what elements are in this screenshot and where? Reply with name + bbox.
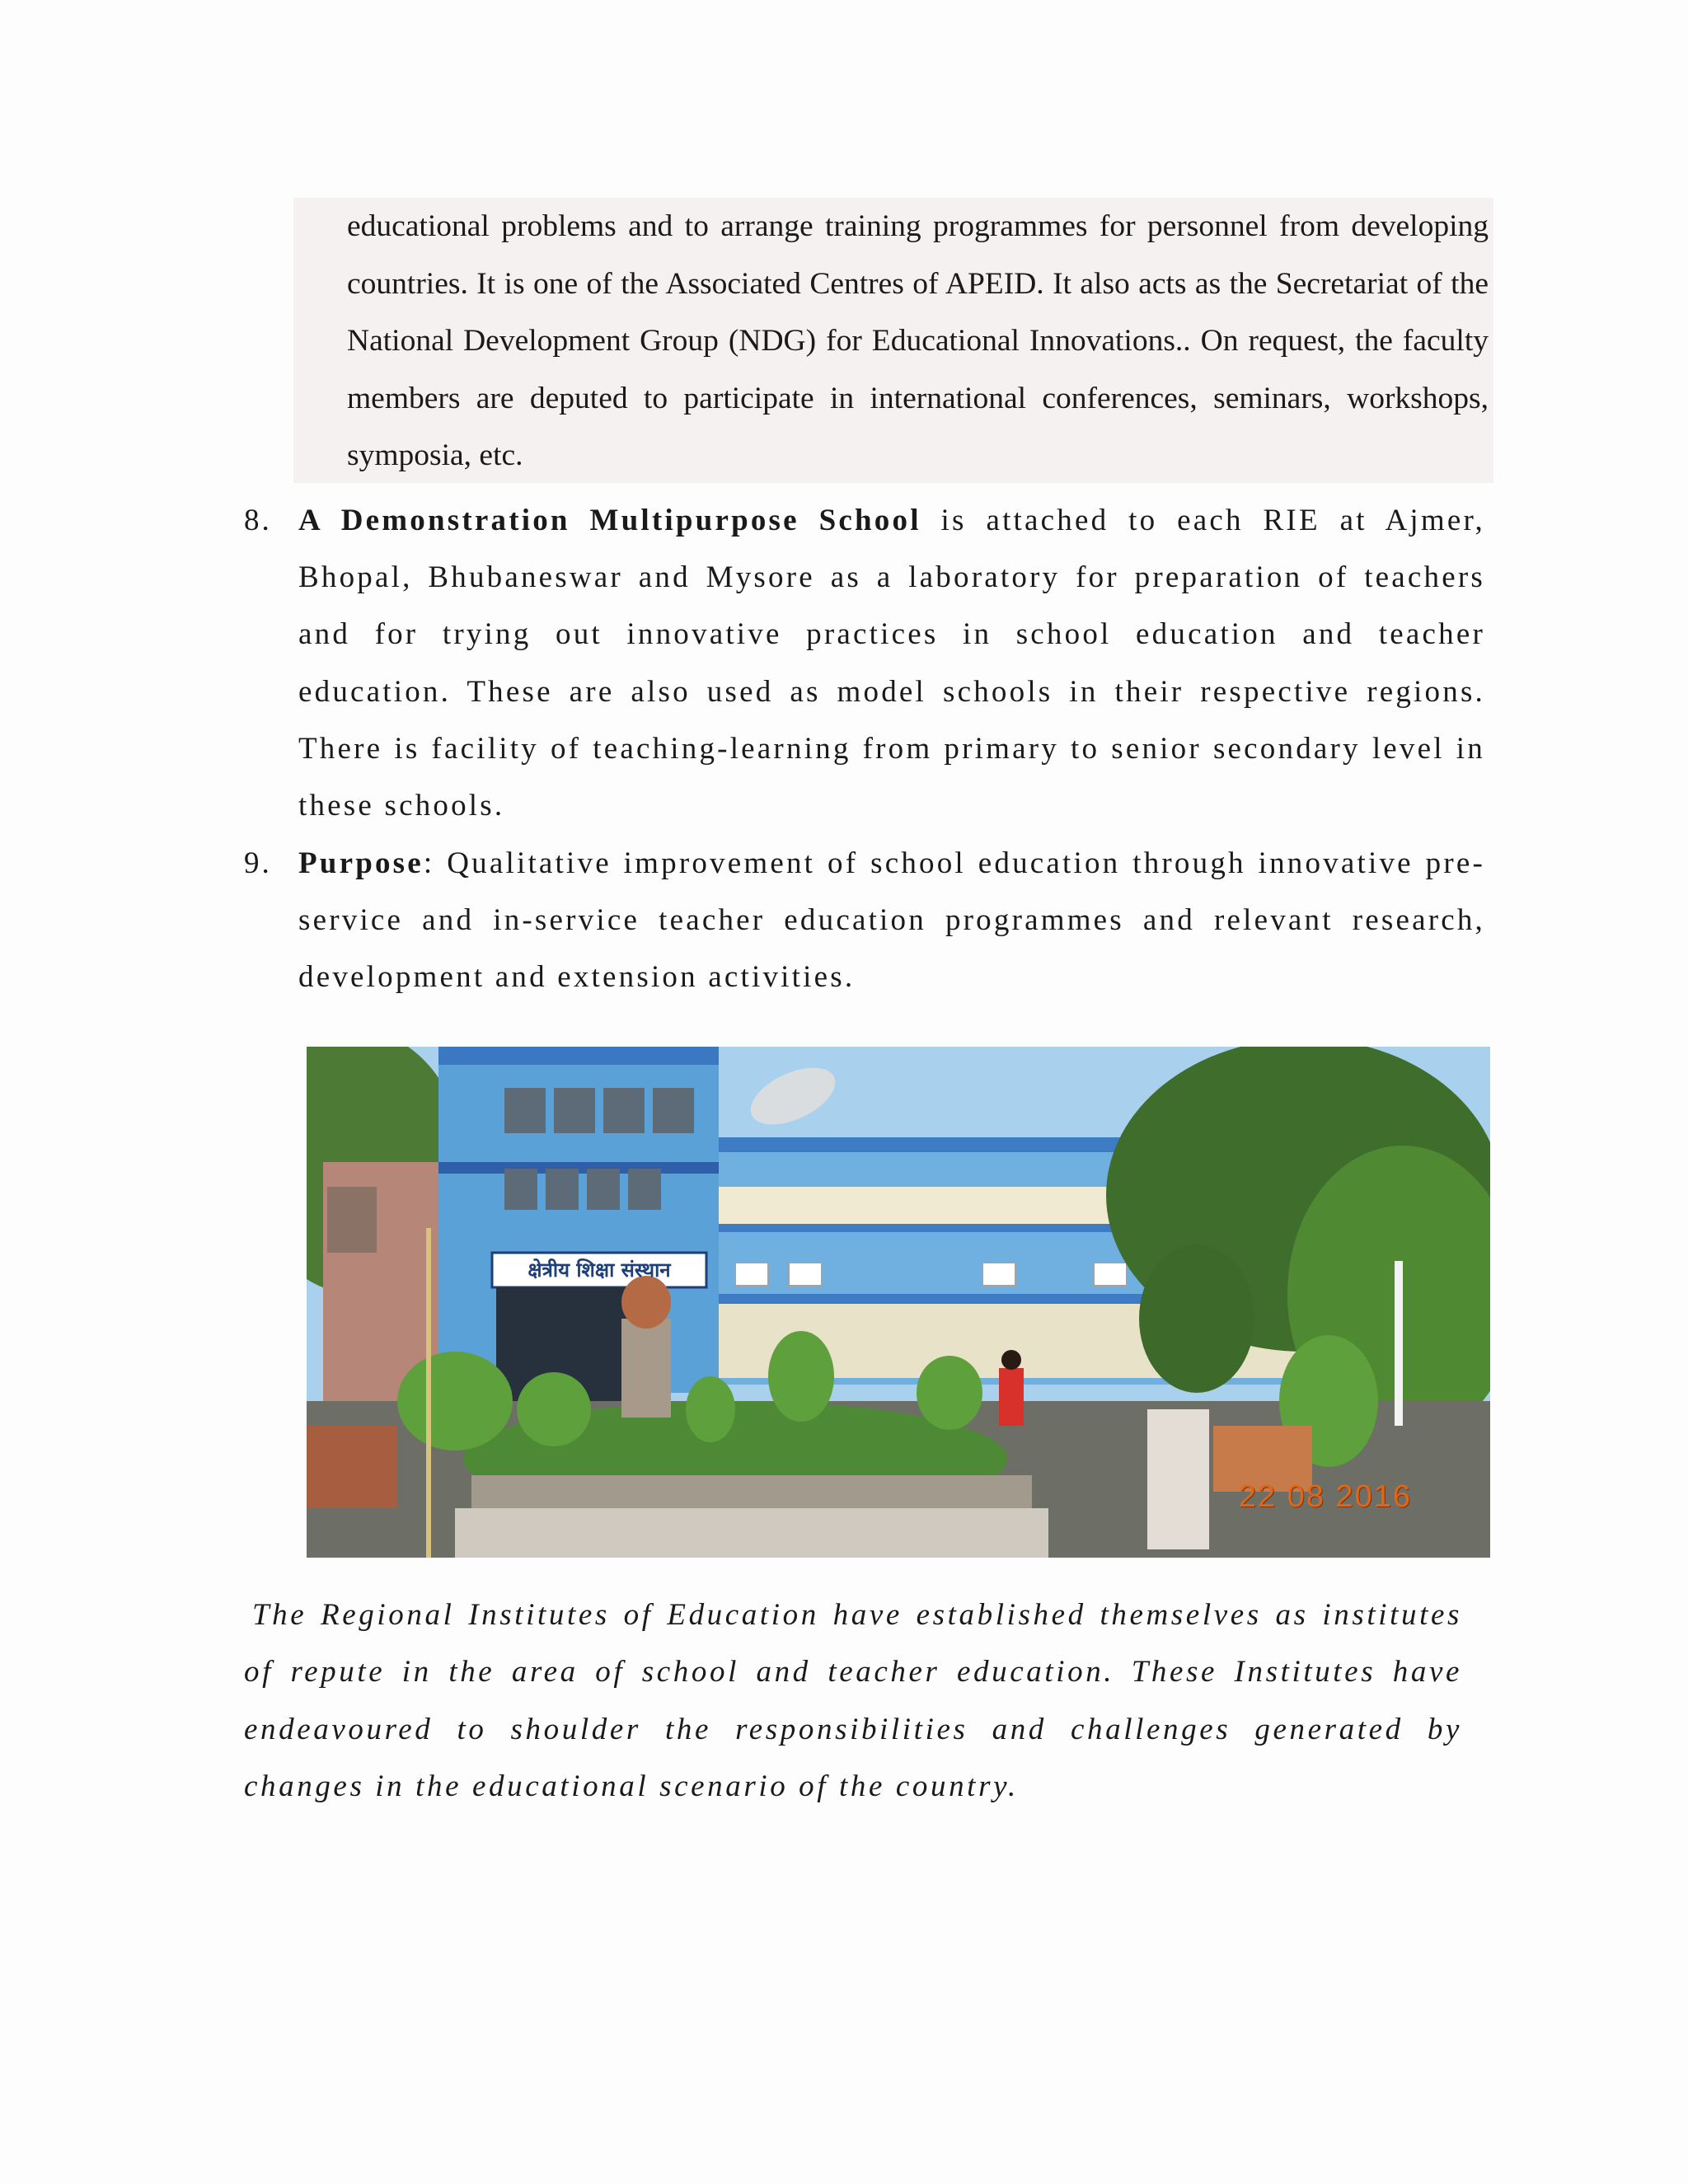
list-item-text (298, 492, 1485, 834)
list-item-9 (244, 835, 1489, 1006)
list-item-bold-lead: Purpose (298, 846, 424, 880)
photo-date-stamp: 22 08 2016 (1238, 1479, 1412, 1514)
shaded-continuation-block (293, 198, 1493, 483)
list-item-bold-lead: A Demonstration Multipurpose School (298, 504, 921, 537)
list-number: 8. (244, 504, 272, 537)
list-item-body: : Qualitative improvement of school education through innovative pre-service and in-service teacher education programmes and relevant research, development and extension activities. (298, 846, 1485, 995)
list-item-body: is attached to each RIE at Ajmer, Bhopal, Bhubaneswar and Mysore as a laboratory for preparation of teachers and for trying out innovative practices in school education and teacher education. These are also used as model schools in their respective regions. There is facility of teaching-learning from primary to senior secondary level in these schools. (298, 504, 1485, 823)
list-number: 9. (244, 846, 272, 880)
continuation-paragraph: educational problems and to arrange training programmes for personnel from developing countries. It is one of the Associated Centres of APEID. It also acts as the Secretariat of the National Development Group (NDG) for Educational Innovations.. On request, the faculty members are deputed to participate in international conferences, seminars, workshops, symposia, etc. (347, 209, 1489, 473)
institute-building-photo (307, 1047, 1490, 1558)
photo-sign-text: क्षेत्रीय शिक्षा संस्थान (528, 1258, 671, 1282)
list-item-text (298, 835, 1485, 1006)
list-item-8 (244, 492, 1489, 834)
closing-paragraph: The Regional Institutes of Education have established themselves as institutes of repute in the area of school and teacher education. These Institutes have endeavoured to shoulder the responsibilities and challenges generated by changes in the educational scenario of the country. (244, 1598, 1462, 1804)
